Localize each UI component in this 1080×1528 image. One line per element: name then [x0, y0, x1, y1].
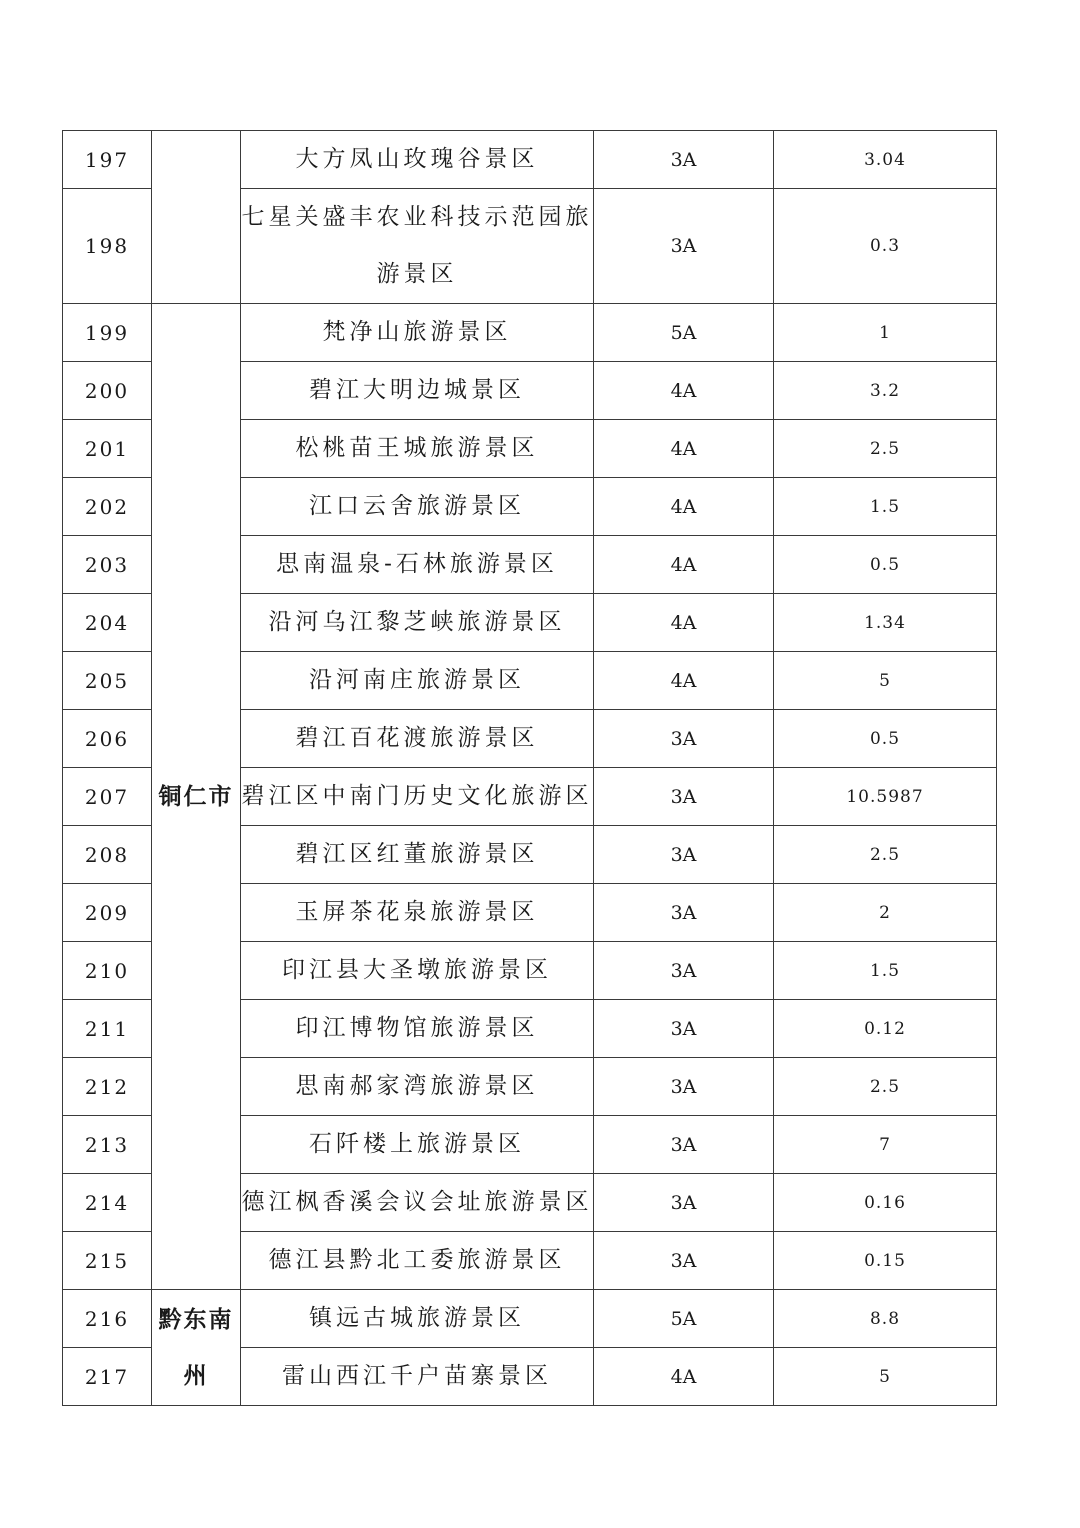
scenic-name: 思南温泉-石林旅游景区 — [241, 536, 594, 594]
scenic-name: 玉屏茶花泉旅游景区 — [241, 884, 594, 942]
scenic-name: 德江县黔北工委旅游景区 — [241, 1232, 594, 1290]
scenic-value: 0.3 — [774, 189, 997, 304]
scenic-grade: 3A — [594, 1116, 774, 1174]
scenic-name: 沿河乌江黎芝峡旅游景区 — [241, 594, 594, 652]
scenic-grade: 3A — [594, 942, 774, 1000]
scenic-value: 2.5 — [774, 1058, 997, 1116]
scenic-grade: 3A — [594, 131, 774, 189]
scenic-grade: 3A — [594, 826, 774, 884]
row-number: 206 — [63, 710, 152, 768]
scenic-grade: 3A — [594, 1174, 774, 1232]
scenic-value: 3.04 — [774, 131, 997, 189]
row-number: 213 — [63, 1116, 152, 1174]
scenic-value: 0.12 — [774, 1000, 997, 1058]
row-number: 211 — [63, 1000, 152, 1058]
scenic-value: 8.8 — [774, 1290, 997, 1348]
scenic-value: 0.16 — [774, 1174, 997, 1232]
scenic-area-table — [62, 130, 997, 1406]
scenic-value: 1 — [774, 304, 997, 362]
scenic-value: 5 — [774, 652, 997, 710]
scenic-name: 沿河南庄旅游景区 — [241, 652, 594, 710]
scenic-value: 0.5 — [774, 536, 997, 594]
scenic-name: 大方凤山玫瑰谷景区 — [241, 131, 594, 189]
scenic-grade: 4A — [594, 1348, 774, 1406]
scenic-value: 10.5987 — [774, 768, 997, 826]
row-number: 214 — [63, 1174, 152, 1232]
scenic-value: 1.34 — [774, 594, 997, 652]
scenic-name: 江口云舍旅游景区 — [241, 478, 594, 536]
row-number: 197 — [63, 131, 152, 189]
scenic-grade: 3A — [594, 1232, 774, 1290]
scenic-grade: 3A — [594, 884, 774, 942]
city-cell-qiandongnan: 黔东南州 — [152, 1290, 241, 1406]
scenic-grade: 4A — [594, 478, 774, 536]
row-number: 198 — [63, 189, 152, 304]
scenic-value: 1.5 — [774, 942, 997, 1000]
table-row — [63, 304, 997, 362]
table-row — [63, 1290, 997, 1348]
row-number: 210 — [63, 942, 152, 1000]
scenic-name: 思南郝家湾旅游景区 — [241, 1058, 594, 1116]
scenic-name: 碧江区红董旅游景区 — [241, 826, 594, 884]
scenic-grade: 3A — [594, 710, 774, 768]
scenic-name: 石阡楼上旅游景区 — [241, 1116, 594, 1174]
city-cell-tongren: 铜仁市 — [152, 304, 241, 1290]
scenic-name: 碧江大明边城景区 — [241, 362, 594, 420]
row-number: 202 — [63, 478, 152, 536]
row-number: 208 — [63, 826, 152, 884]
scenic-value: 2 — [774, 884, 997, 942]
scenic-name: 德江枫香溪会议会址旅游景区 — [241, 1174, 594, 1232]
scenic-name: 碧江百花渡旅游景区 — [241, 710, 594, 768]
table-row — [63, 131, 997, 189]
scenic-value: 7 — [774, 1116, 997, 1174]
row-number: 201 — [63, 420, 152, 478]
scenic-value: 0.5 — [774, 710, 997, 768]
row-number: 216 — [63, 1290, 152, 1348]
row-number: 203 — [63, 536, 152, 594]
scenic-name: 雷山西江千户苗寨景区 — [241, 1348, 594, 1406]
scenic-grade: 3A — [594, 768, 774, 826]
scenic-grade: 4A — [594, 652, 774, 710]
scenic-grade: 3A — [594, 1000, 774, 1058]
row-number: 199 — [63, 304, 152, 362]
scenic-value: 5 — [774, 1348, 997, 1406]
scenic-name: 七星关盛丰农业科技示范园旅游景区 — [241, 189, 594, 304]
row-number: 217 — [63, 1348, 152, 1406]
row-number: 209 — [63, 884, 152, 942]
scenic-value: 1.5 — [774, 478, 997, 536]
scenic-grade: 4A — [594, 536, 774, 594]
scenic-value: 3.2 — [774, 362, 997, 420]
row-number: 212 — [63, 1058, 152, 1116]
scenic-grade: 3A — [594, 189, 774, 304]
row-number: 204 — [63, 594, 152, 652]
scenic-grade: 4A — [594, 594, 774, 652]
scenic-name: 镇远古城旅游景区 — [241, 1290, 594, 1348]
scenic-grade: 4A — [594, 420, 774, 478]
row-number: 207 — [63, 768, 152, 826]
scenic-value: 0.15 — [774, 1232, 997, 1290]
scenic-name: 碧江区中南门历史文化旅游区 — [241, 768, 594, 826]
city-cell-empty — [152, 131, 241, 304]
scenic-grade: 4A — [594, 362, 774, 420]
scenic-grade: 5A — [594, 304, 774, 362]
scenic-name: 梵净山旅游景区 — [241, 304, 594, 362]
row-number: 205 — [63, 652, 152, 710]
scenic-grade: 3A — [594, 1058, 774, 1116]
scenic-value: 2.5 — [774, 420, 997, 478]
scenic-name: 印江县大圣墩旅游景区 — [241, 942, 594, 1000]
scenic-value: 2.5 — [774, 826, 997, 884]
row-number: 215 — [63, 1232, 152, 1290]
scenic-name: 印江博物馆旅游景区 — [241, 1000, 594, 1058]
scenic-grade: 5A — [594, 1290, 774, 1348]
scenic-name: 松桃苗王城旅游景区 — [241, 420, 594, 478]
row-number: 200 — [63, 362, 152, 420]
